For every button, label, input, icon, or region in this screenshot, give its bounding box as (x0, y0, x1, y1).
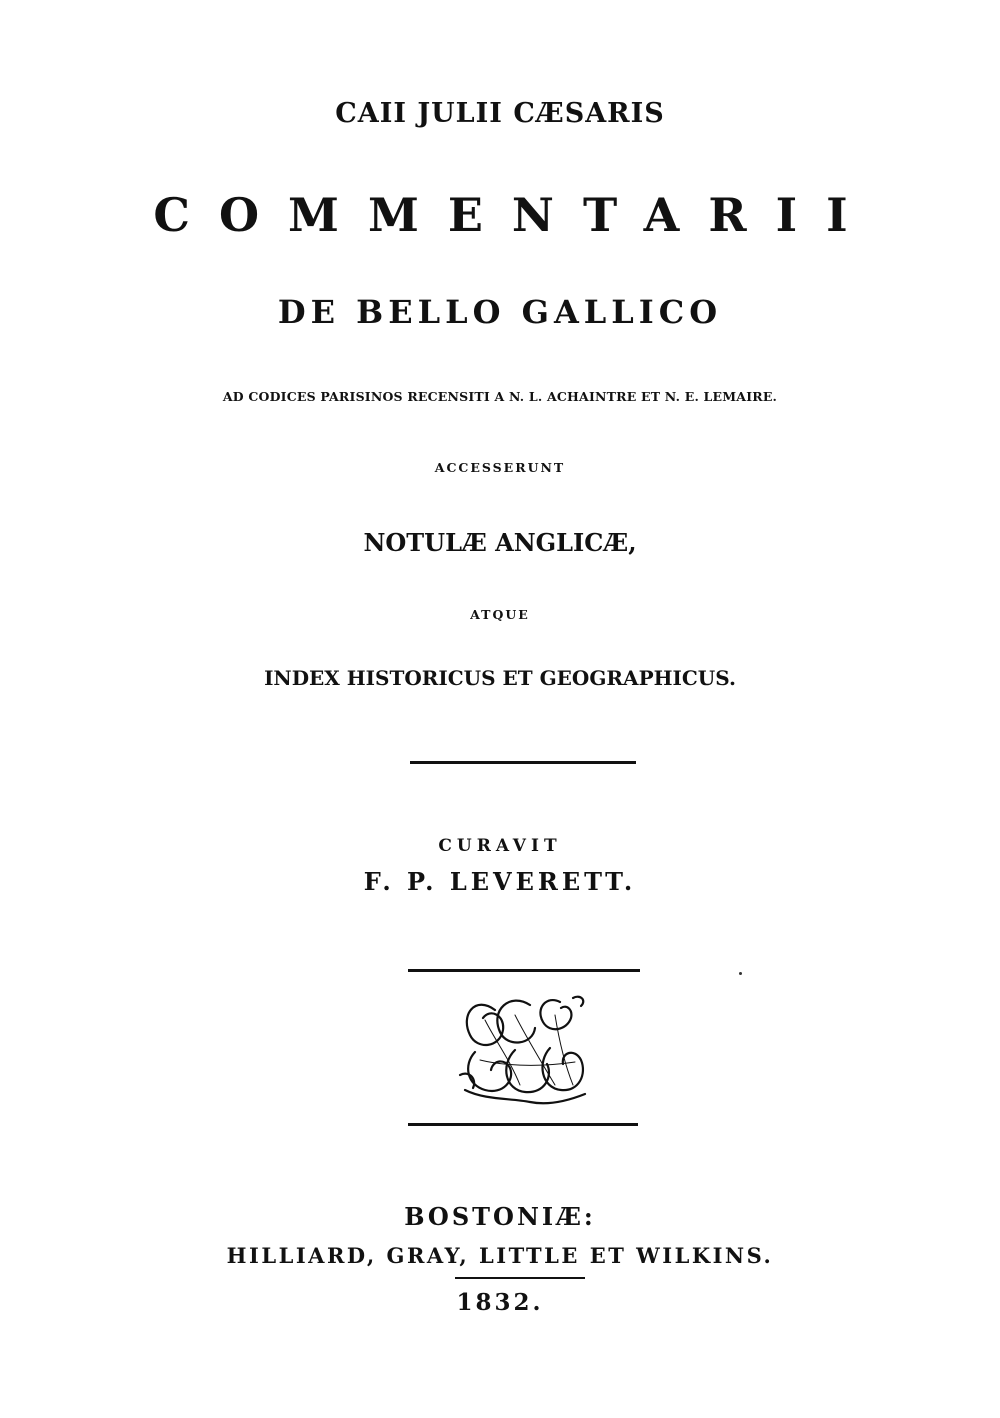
atque-line: ATQUE (470, 607, 530, 622)
print-speck (739, 972, 742, 975)
accesserunt-line: ACCESSERUNT (434, 460, 566, 475)
editor-name: F. P. LEVERETT. (363, 867, 637, 896)
imprint-year: 1832. (456, 1289, 544, 1316)
book-title: COMMENTARII (153, 188, 877, 242)
divider-rule (455, 1277, 585, 1279)
book-subtitle: DE BELLO GALLICO (277, 293, 723, 331)
author-line: CAII JULII CÆSARIS (335, 98, 665, 129)
divider-rule (408, 969, 640, 972)
imprint-city: BOSTONIÆ: (404, 1202, 596, 1231)
index-line: INDEX HISTORICUS ET GEOGRAPHICUS. (264, 666, 736, 690)
divider-rule (408, 1123, 638, 1126)
publisher-monogram-icon (455, 990, 595, 1115)
imprint-publisher: HILLIARD, GRAY, LITTLE ET WILKINS. (226, 1243, 774, 1268)
curavit-line: CURAVIT (438, 836, 562, 856)
notes-line: NOTULÆ ANGLICÆ, (363, 528, 637, 557)
divider-rule (410, 761, 636, 764)
recension-note: AD CODICES PARISINOS RECENSITI A N. L. ACHAINTRE ET N. E. LEMAIRE. (222, 389, 778, 404)
